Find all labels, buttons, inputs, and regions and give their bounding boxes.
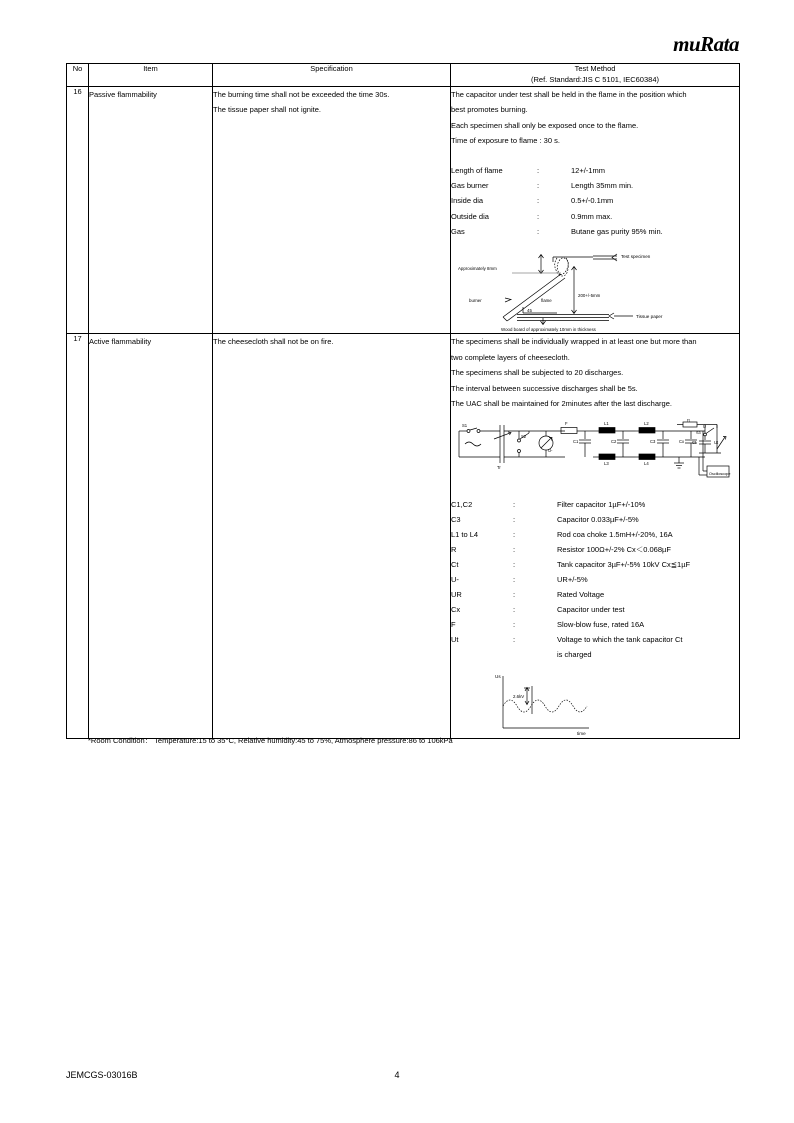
legend-value-continuation: is charged (557, 650, 592, 660)
legend-name: Ct (451, 560, 459, 570)
circuit-label-c3: C3 (650, 439, 656, 445)
murata-logo (673, 32, 739, 57)
row-17-test-line: The specimens shall be subjected to 20 discharges. (451, 368, 624, 378)
header-test-method-line1: Test Method (574, 64, 616, 73)
footer-page-number: 4 (394, 1070, 400, 1080)
circuit-label-f: F (565, 421, 568, 427)
flame-label-board: Wood board of approximately 10mm in thickness (501, 327, 596, 333)
flame-label-specimen: Test specimen (621, 254, 651, 260)
row-16-item: Passive flammability (89, 87, 213, 334)
parameter-name: Gas burner (451, 180, 489, 190)
legend-colon: : (513, 560, 516, 570)
row-16-spec-line: The burning time shall not be exceeded the time 30s. (213, 90, 390, 99)
legend-colon: : (513, 635, 516, 645)
header-test-method-line2: (Ref. Standard:JIS C 5101, IEC60384) (531, 74, 659, 84)
header-specification: Specification (213, 64, 451, 87)
voltage-waveform-diagram (493, 672, 593, 738)
flame-label-distance: 200+/-5mm (578, 293, 601, 299)
circuit-label-s2: S2 (521, 434, 527, 440)
legend-row (451, 542, 739, 557)
legend-name: C3 (451, 515, 461, 525)
legend-name: C1,C2 (451, 500, 473, 510)
circuit-label-s3: S3 (696, 431, 701, 436)
legend-row (451, 572, 739, 587)
parameter-value: Butane gas purity 95% min. (571, 227, 663, 236)
circuit-label-ct: Ct (692, 440, 697, 446)
row-17-test-line: two complete layers of cheesecloth. (451, 352, 570, 362)
row-17-item: Active flammability (89, 334, 213, 739)
legend-value: Slow-blow fuse, rated 16A (557, 620, 645, 630)
legend-value: UR+/-5% (557, 575, 588, 585)
legend-value: Tank capacitor 3µF+/-5% 10kV Cx≦1µF (557, 560, 691, 570)
row-16-specification (213, 87, 451, 334)
murata-logo-text: muRata (673, 32, 739, 56)
row-17-no: 17 (67, 334, 89, 739)
legend-colon: : (513, 515, 516, 525)
row-16-no: 16 (67, 87, 89, 334)
circuit-label-cx: Cx (679, 439, 685, 445)
legend-colon: : (513, 500, 516, 510)
legend-name: L1 to L4 (451, 530, 479, 540)
parameter-row (451, 209, 739, 224)
flame-label-tissue: Tissue paper (636, 314, 663, 320)
legend-colon: : (513, 575, 516, 585)
parameter-row (451, 193, 739, 208)
legend-name: UR (451, 590, 462, 600)
row-16-test-line: Each specimen shall only be exposed once to the flame. (451, 120, 639, 130)
circuit-label-s1: S1 (462, 423, 468, 429)
row-17-test-line: The interval between successive discharges shall be 5s. (451, 383, 638, 393)
table-header-row (67, 64, 740, 87)
parameter-value: 0.9mm max. (571, 211, 613, 221)
row-16-test-line: best promotes burning. (451, 105, 528, 115)
legend-name: Cx (451, 605, 461, 615)
parameter-colon: : (537, 227, 540, 236)
circuit-label-l4: L4 (644, 461, 649, 467)
specification-table (66, 63, 740, 739)
circuit-label-tr: Tr (497, 465, 501, 471)
legend-row-continuation (451, 647, 739, 662)
legend-colon: : (513, 530, 516, 540)
waveform-y-axis-label: Us (495, 674, 501, 680)
circuit-label-ut: Ut (714, 440, 719, 446)
circuit-label-l1: L1 (604, 421, 609, 427)
legend-row (451, 557, 739, 572)
legend-colon: : (513, 545, 516, 555)
flame-label-burner: burner (469, 298, 482, 304)
legend-row (451, 587, 739, 602)
flame-test-diagram (457, 251, 729, 333)
circuit-label-c2: C2 (611, 439, 617, 445)
footer-document-number: JEMCGS-03016B (66, 1070, 138, 1080)
legend-value: Rod coa choke 1.5mH+/-20%, 16A (557, 530, 673, 540)
legend-colon: : (513, 590, 516, 600)
legend-colon: : (513, 605, 516, 615)
row-17-test-method (451, 334, 740, 739)
row-17-test-line: The specimens shall be individually wrapped in at least one but more than (451, 337, 697, 347)
parameter-colon: : (537, 211, 540, 221)
legend-name: F (451, 620, 456, 630)
header-test-method (451, 64, 740, 87)
row-16-spec-line: The tissue paper shall not ignite. (213, 105, 321, 115)
row-17-test-line: The UAC shall be maintained for 2minutes after the last discharge. (451, 398, 672, 408)
parameter-colon: : (537, 165, 540, 175)
circuit-label-c1: C1 (573, 439, 579, 445)
parameter-name: Inside dia (451, 196, 484, 206)
legend-row (451, 497, 739, 512)
flame-label-approx: Approximately 8mm (458, 266, 497, 272)
circuit-label-u-minus: U- (548, 448, 553, 454)
legend-value: Filter capacitor 1µF+/-10% (557, 500, 646, 510)
parameter-colon: : (537, 180, 540, 190)
parameter-colon: : (537, 196, 540, 206)
header-no: No (67, 64, 89, 87)
legend-value: Capacitor under test (557, 605, 625, 615)
legend-row (451, 527, 739, 542)
parameter-value: 12+/-1mm (571, 165, 605, 175)
waveform-marker-label: 2.6kV (513, 694, 525, 700)
parameter-value: 0.5+/-0.1mm (571, 196, 614, 206)
circuit-label-l3: L3 (604, 461, 609, 467)
parameter-value: Length 35mm min. (571, 180, 634, 190)
legend-colon: : (513, 620, 516, 630)
parameter-name: Length of flame (451, 165, 503, 175)
flame-label-angle: 45 (527, 308, 532, 314)
row-17-spec-line: The cheesecloth shall not be on fire. (213, 337, 334, 347)
parameter-row (451, 163, 739, 178)
parameter-name: Gas (451, 227, 465, 236)
room-condition-footnote: *Room Condition： Temperature:15 to 35°C, Relative humidity:45 to 75%, Atmosphere pressure:86 to 106kPa (88, 736, 453, 745)
circuit-label-r: R (687, 419, 691, 423)
legend-name: U- (451, 575, 459, 585)
circuit-label-l2: L2 (644, 421, 649, 427)
legend-value: Voltage to which the tank capacitor Ct (557, 635, 683, 645)
legend-value: Capacitor 0.033µF+/-5% (557, 515, 639, 525)
legend-row (451, 512, 739, 527)
legend-value: Rated Voltage (557, 590, 605, 600)
row-17-specification (213, 334, 451, 739)
parameter-row (451, 178, 739, 193)
legend-row (451, 602, 739, 617)
row-16-test-method (451, 87, 740, 334)
circuit-label-oscilloscope: Oscilloscope (709, 472, 731, 477)
legend-value: Resistor 100Ω+/-2% Cx＜0.068µF (557, 545, 671, 555)
legend-name: R (451, 545, 457, 555)
discharge-circuit-diagram (453, 419, 731, 485)
parameter-name: Outside dia (451, 211, 489, 221)
legend-name: Ut (451, 635, 459, 645)
legend-row (451, 617, 739, 632)
circuit-label-u-node: U (703, 424, 707, 430)
flame-label-flame: flame (541, 298, 552, 304)
waveform-x-axis-label: time (577, 731, 586, 737)
row-16-test-line: Time of exposure to flame : 30 s. (451, 136, 560, 146)
table-row (67, 334, 740, 739)
legend-row (451, 632, 739, 647)
table-row (67, 87, 740, 334)
circuit-legend-list (451, 497, 739, 662)
row-16-test-line: The capacitor under test shall be held in the flame in the position which (451, 90, 687, 99)
header-item: Item (89, 64, 213, 87)
parameter-row (451, 224, 739, 239)
flame-parameter-list (451, 163, 739, 240)
